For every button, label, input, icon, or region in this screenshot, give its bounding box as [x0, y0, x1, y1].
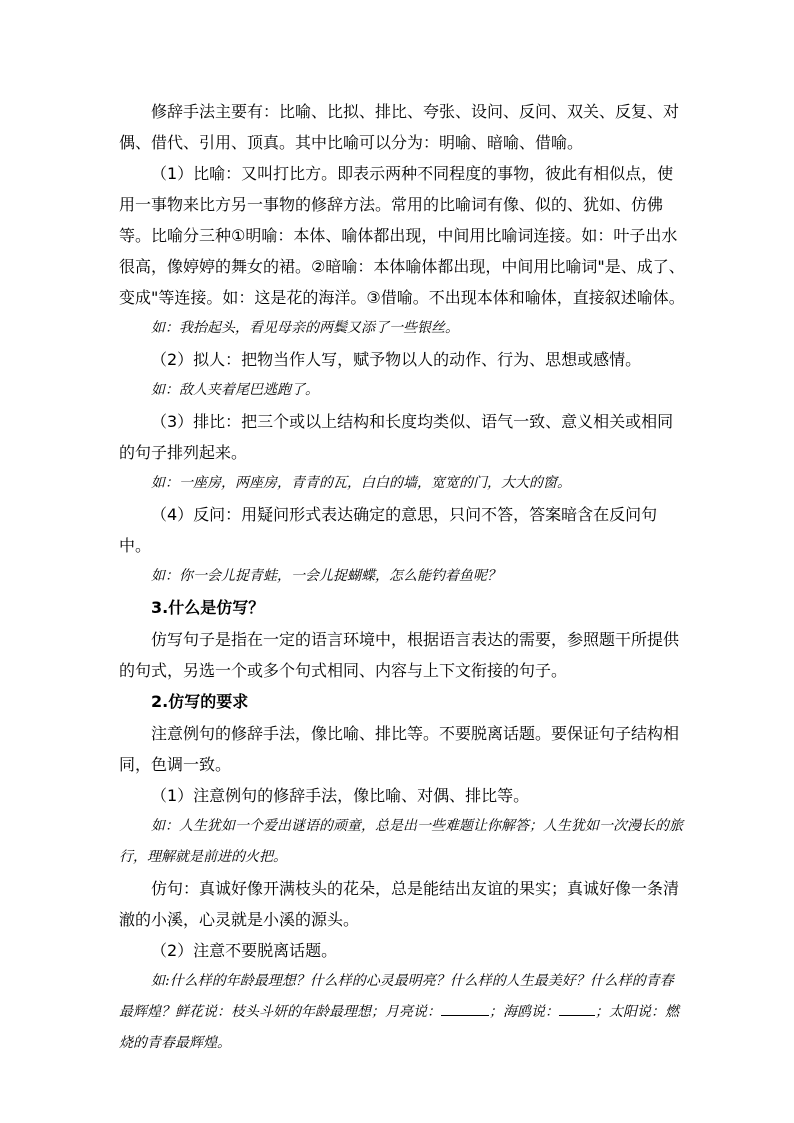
requirement-1: （1）注意例句的修辞手法，像比喻、对偶、排比等。 [151, 786, 530, 805]
requirement-2-example [119, 966, 685, 1059]
parallelism-example: 如：一座房，两座房，青青的瓦，白白的墙，宽宽的门，大大的窗。 [151, 475, 571, 491]
heading-imitation-requirements: 2.仿写的要求 [151, 692, 249, 711]
paragraph-requirements: 注意例句的修辞手法，像比喻、排比等。不要脱离话题。要保证句子结构相同，色调一致。 [119, 724, 680, 774]
paragraph-imitation-definition: 仿写句子是指在一定的语言环境中，根据语言表达的需要，参照题干所提供的句式，另选一个或多个句式相同、内容与上下文衔接的句子。 [119, 630, 680, 680]
personification-example: 如：敌人夹着尾巴逃跑了。 [151, 382, 319, 398]
paragraph-metaphor: （1）比喻：又叫打比方。即表示两种不同程度的事物，彼此有相似点，使用一事物来比方另一事物的修辞方法。常用的比喻词有像、似的、犹如、仿佛等。比喻分三种①明喻：本体、喻体都出现，中间用比喻词连接。如：叶子出水很高，像婷婷的舞女的裙。②暗喻：本体喻体都出现，中间用比喻词"是、成了、变成"等连接。如：这是花的海洋。③借喻。不出现本体和喻体，直接叙述喻体。 [119, 164, 685, 307]
requirement-2: （2）注意不要脱离话题。 [151, 941, 338, 960]
requirement-2-example-part-b: ；海鸥说： [489, 1004, 559, 1020]
requirement-2-example-part-a: 如:什么样的年龄最理想？什么样的心灵最明亮？什么样的人生最美好？什么样的青春最辉煌？鲜花说：枝头斗妍的年龄最理想；月亮说： [119, 973, 674, 1020]
heading-what-is-imitation: 3.什么是仿写？ [151, 598, 265, 617]
paragraph-personification: （2）拟人：把物当作人写，赋予物以人的动作、行为、思想或感情。 [151, 350, 642, 369]
metaphor-example: 如：我抬起头，看见母亲的两鬓又添了一些银丝。 [151, 320, 459, 336]
paragraph-parallelism: （3）排比：把三个或以上结构和长度均类似、语气一致、意义相关或相同的句子排列起来。 [119, 412, 674, 462]
fill-blank-seagull[interactable] [559, 999, 595, 1016]
paragraph-intro: 修辞手法主要有：比喻、比拟、排比、夸张、设问、反问、双关、反复、对偶、借代、引用、顶真。其中比喻可以分为：明喻、暗喻、借喻。 [119, 102, 680, 152]
requirement-2-example-part-c: ；太阳说：燃烧的青春最辉煌。 [119, 1004, 679, 1051]
document-body [119, 96, 685, 1059]
rhetorical-question-example: 如：你一会儿捉青蛙，一会儿捉蝴蝶，怎么能钓着鱼呢？ [151, 568, 501, 584]
requirement-1-imitation: 仿句：真诚好像开满枝头的花朵，总是能结出友谊的果实；真诚好像一条清澈的小溪，心灵就是小溪的源头。 [119, 879, 680, 929]
requirement-1-example: 如：人生犹如一个爱出谜语的顽童，总是出一些难题让你解答；人生犹如一次漫长的旅行，理解就是前进的火把。 [119, 818, 683, 865]
fill-blank-moon[interactable] [441, 999, 489, 1016]
paragraph-rhetorical-question: （4）反问：用疑问形式表达确定的意思，只问不答，答案暗含在反问句中。 [119, 505, 658, 555]
